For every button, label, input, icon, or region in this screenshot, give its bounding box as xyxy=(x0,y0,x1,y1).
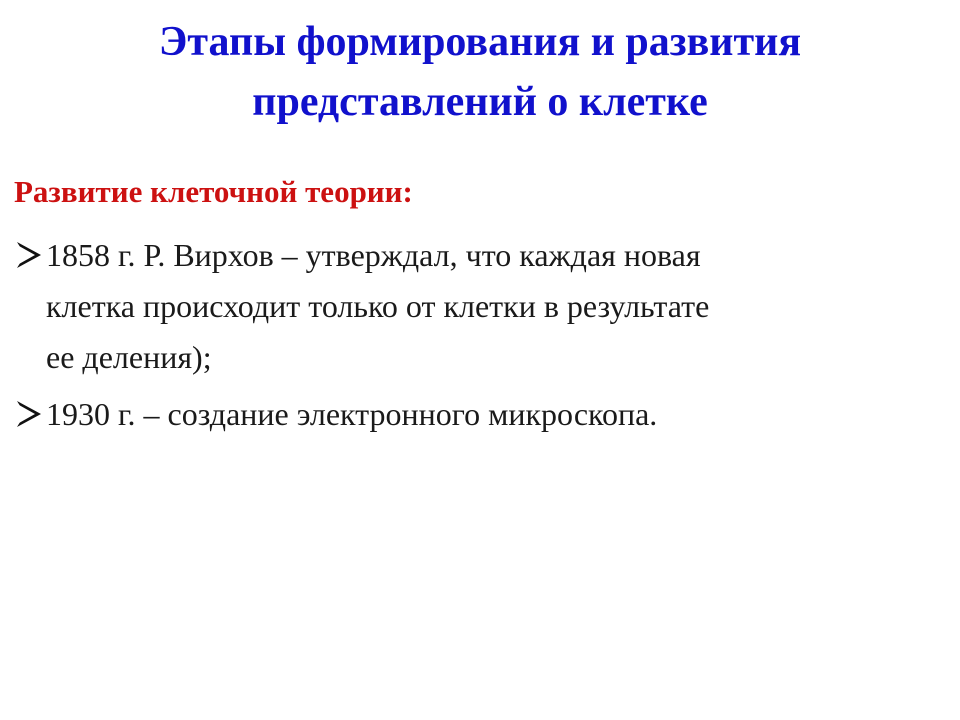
bullet-line: ее деления); xyxy=(46,339,212,375)
arrowhead-bullet-icon xyxy=(14,399,44,429)
slide-title xyxy=(0,12,960,132)
bullet-item-microscope xyxy=(14,389,944,440)
section-subtitle: Развитие клеточной теории: xyxy=(14,174,413,209)
bullet-text xyxy=(46,230,944,383)
bullet-line: 1930 г. – создание электронного микроскопа. xyxy=(46,396,658,432)
bullet-line: 1858 г. Р. Вирхов – утверждал, что каждая новая xyxy=(46,237,701,273)
bullet-text xyxy=(46,389,944,440)
title-line-1: Этапы формирования и развития xyxy=(158,19,802,65)
title-line-2: представлений о клетке xyxy=(252,79,708,125)
bullet-line: клетка происходит только от клетки в результате xyxy=(46,288,710,324)
bullet-item-virchow xyxy=(14,230,944,383)
arrowhead-bullet-icon xyxy=(14,240,44,270)
